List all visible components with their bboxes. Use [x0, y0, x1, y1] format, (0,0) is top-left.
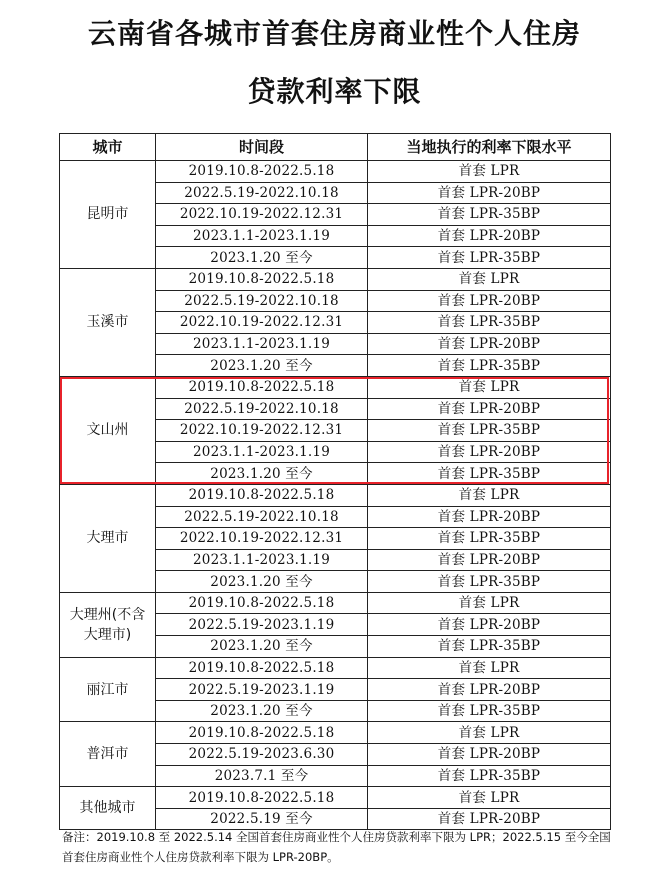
- rate-cell: 首套 LPR-20BP: [368, 506, 611, 528]
- table-row: [60, 376, 611, 398]
- period-cell: 2019.10.8-2022.5.18: [156, 484, 368, 506]
- period-cell: 2019.10.8-2022.5.18: [156, 592, 368, 614]
- period-cell: 2022.5.19-2023.1.19: [156, 614, 368, 636]
- table-row: [60, 484, 611, 506]
- rate-cell: 首套 LPR-20BP: [368, 441, 611, 463]
- table-row: [60, 787, 611, 809]
- table-row: [60, 722, 611, 744]
- period-cell: 2019.10.8-2022.5.18: [156, 161, 368, 183]
- period-cell: 2023.7.1 至今: [156, 765, 368, 787]
- period-cell: 2022.5.19-2022.10.18: [156, 182, 368, 204]
- rate-cell: 首套 LPR-20BP: [368, 679, 611, 701]
- rate-cell: 首套 LPR-35BP: [368, 420, 611, 442]
- period-cell: 2023.1.20 至今: [156, 247, 368, 269]
- period-cell: 2023.1.1-2023.1.19: [156, 549, 368, 571]
- rate-cell: 首套 LPR-35BP: [368, 528, 611, 550]
- table-row: [60, 657, 611, 679]
- table-body: [60, 161, 611, 830]
- rate-cell: 首套 LPR: [368, 722, 611, 744]
- rate-cell: 首套 LPR: [368, 268, 611, 290]
- table-header-row: [60, 134, 611, 161]
- period-cell: 2023.1.20 至今: [156, 355, 368, 377]
- rate-cell: 首套 LPR: [368, 657, 611, 679]
- rate-cell: 首套 LPR-35BP: [368, 571, 611, 593]
- period-cell: 2023.1.1-2023.1.19: [156, 225, 368, 247]
- rate-cell: 首套 LPR-35BP: [368, 312, 611, 334]
- table-row: [60, 268, 611, 290]
- rate-cell: 首套 LPR-20BP: [368, 290, 611, 312]
- rate-cell: 首套 LPR: [368, 161, 611, 183]
- period-cell: 2019.10.8-2022.5.18: [156, 722, 368, 744]
- period-cell: 2023.1.20 至今: [156, 571, 368, 593]
- rate-cell: 首套 LPR-35BP: [368, 765, 611, 787]
- table-row: [60, 592, 611, 614]
- rate-table: [59, 133, 611, 830]
- city-cell: 丽江市: [60, 657, 156, 722]
- period-cell: 2022.5.19-2022.10.18: [156, 506, 368, 528]
- period-cell: 2019.10.8-2022.5.18: [156, 268, 368, 290]
- period-cell: 2019.10.8-2022.5.18: [156, 787, 368, 809]
- period-cell: 2022.10.19-2022.12.31: [156, 204, 368, 226]
- period-cell: 2023.1.20 至今: [156, 700, 368, 722]
- rate-cell: 首套 LPR-35BP: [368, 204, 611, 226]
- city-cell: 昆明市: [60, 161, 156, 269]
- rate-cell: 首套 LPR-20BP: [368, 744, 611, 766]
- rate-cell: 首套 LPR-35BP: [368, 700, 611, 722]
- period-cell: 2022.10.19-2022.12.31: [156, 420, 368, 442]
- document-title-line-1: 云南省各城市首套住房商业性个人住房: [87, 17, 581, 50]
- rate-cell: 首套 LPR-20BP: [368, 808, 611, 830]
- footnote: 备注：2019.10.8 至 2022.5.14 全国首套住房商业性个人住房贷款利率下限为 LPR；2022.5.15 至今全国首套住房商业性个人住房贷款利率下限为 LPR-20BP。: [62, 830, 611, 864]
- rate-cell: 首套 LPR-35BP: [368, 636, 611, 658]
- rate-cell: 首套 LPR: [368, 376, 611, 398]
- header-period: 时间段: [156, 134, 368, 161]
- rate-cell: 首套 LPR-35BP: [368, 355, 611, 377]
- period-cell: 2022.5.19-2023.6.30: [156, 744, 368, 766]
- period-cell: 2019.10.8-2022.5.18: [156, 376, 368, 398]
- period-cell: 2023.1.1-2023.1.19: [156, 441, 368, 463]
- rate-cell: 首套 LPR-20BP: [368, 182, 611, 204]
- period-cell: 2022.5.19-2022.10.18: [156, 290, 368, 312]
- rate-cell: 首套 LPR: [368, 592, 611, 614]
- rate-cell: 首套 LPR: [368, 787, 611, 809]
- rate-cell: 首套 LPR-35BP: [368, 247, 611, 269]
- rate-cell: 首套 LPR-20BP: [368, 225, 611, 247]
- city-cell: 文山州: [60, 376, 156, 484]
- period-cell: 2023.1.1-2023.1.19: [156, 333, 368, 355]
- period-cell: 2023.1.20 至今: [156, 636, 368, 658]
- rate-cell: 首套 LPR: [368, 484, 611, 506]
- period-cell: 2022.5.19-2023.1.19: [156, 679, 368, 701]
- period-cell: 2022.10.19-2022.12.31: [156, 528, 368, 550]
- period-cell: 2022.5.19 至今: [156, 808, 368, 830]
- header-rate: 当地执行的利率下限水平: [368, 134, 611, 161]
- city-cell: 大理市: [60, 484, 156, 592]
- document-title-line-2: 贷款利率下限: [247, 75, 422, 108]
- city-cell: 大理州(不含 大理市): [60, 592, 156, 657]
- city-cell: 其他城市: [60, 787, 156, 830]
- city-cell: 玉溪市: [60, 268, 156, 376]
- period-cell: 2022.10.19-2022.12.31: [156, 312, 368, 334]
- header-city: 城市: [60, 134, 156, 161]
- period-cell: 2023.1.20 至今: [156, 463, 368, 485]
- rate-cell: 首套 LPR-20BP: [368, 614, 611, 636]
- rate-cell: 首套 LPR-20BP: [368, 398, 611, 420]
- rate-cell: 首套 LPR-35BP: [368, 463, 611, 485]
- rate-cell: 首套 LPR-20BP: [368, 333, 611, 355]
- period-cell: 2019.10.8-2022.5.18: [156, 657, 368, 679]
- city-cell: 普洱市: [60, 722, 156, 787]
- table-row: [60, 161, 611, 183]
- rate-cell: 首套 LPR-20BP: [368, 549, 611, 571]
- period-cell: 2022.5.19-2022.10.18: [156, 398, 368, 420]
